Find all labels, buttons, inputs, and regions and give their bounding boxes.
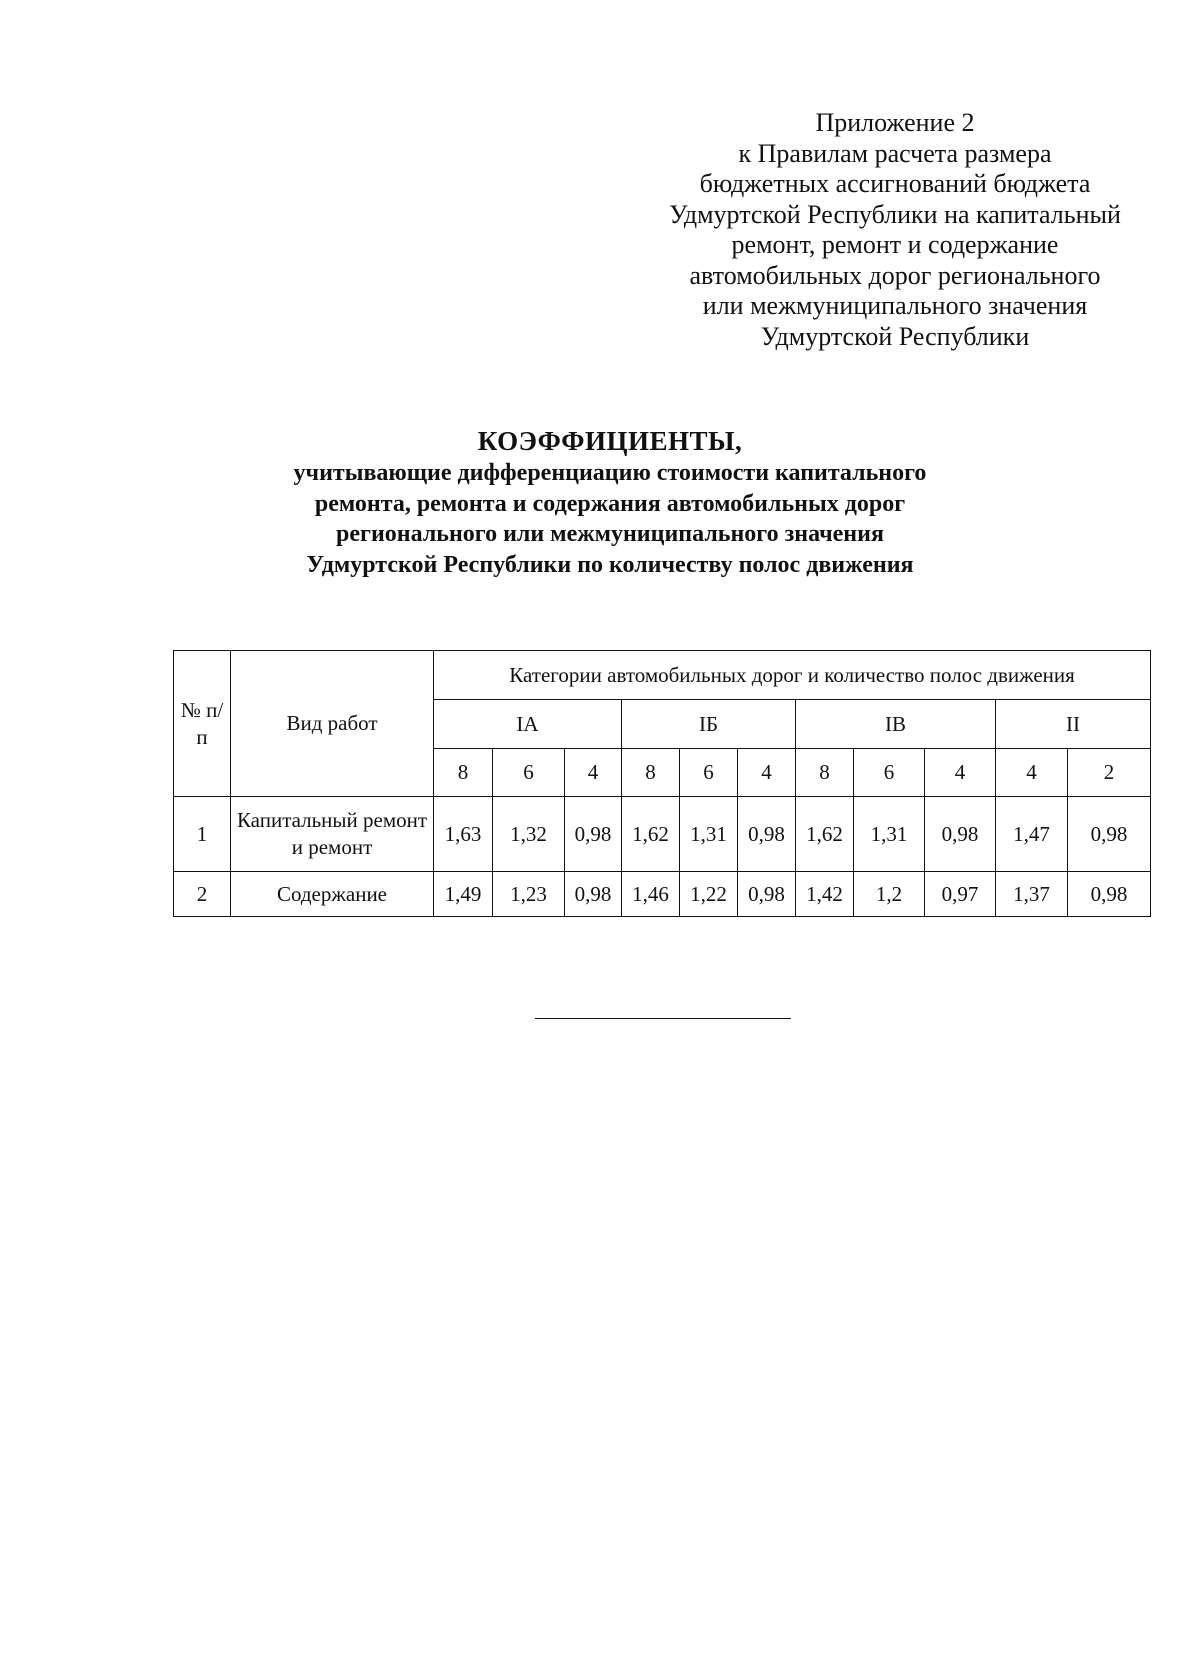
categories-header: Категории автомобильных дорог и количество полос движения bbox=[434, 651, 1151, 700]
title-main: КОЭФФИЦИЕНТЫ, bbox=[477, 426, 743, 456]
lanes-header: 4 bbox=[925, 749, 996, 797]
coef-cell: 0,98 bbox=[565, 797, 622, 872]
appendix-reference bbox=[640, 108, 1150, 352]
appendix-line: ремонт, ремонт и содержание bbox=[731, 230, 1059, 259]
coef-cell: 0,98 bbox=[738, 872, 796, 917]
lanes-header: 2 bbox=[1068, 749, 1151, 797]
appendix-line: к Правилам расчета размера bbox=[738, 138, 1052, 168]
table-row bbox=[174, 797, 1151, 872]
lanes-header: 4 bbox=[738, 749, 796, 797]
coef-cell: 0,98 bbox=[565, 872, 622, 917]
coef-cell: 1,37 bbox=[996, 872, 1068, 917]
lanes-header: 8 bbox=[796, 749, 854, 797]
coef-cell: 1,49 bbox=[434, 872, 493, 917]
col-work-header: Вид работ bbox=[231, 651, 434, 797]
group-header: IА bbox=[434, 700, 622, 749]
coef-cell: 1,47 bbox=[996, 797, 1068, 872]
subtitle-line: учитывающие дифференциацию стоимости капитального bbox=[293, 460, 927, 486]
appendix-line: Удмуртской Республики на капитальный bbox=[669, 199, 1121, 229]
group-header: IБ bbox=[622, 700, 796, 749]
coef-cell: 0,98 bbox=[1068, 797, 1151, 872]
group-header: IВ bbox=[796, 700, 996, 749]
lanes-header: 6 bbox=[493, 749, 565, 797]
coef-cell: 1,42 bbox=[796, 872, 854, 917]
coef-cell: 0,98 bbox=[738, 797, 796, 872]
coef-cell: 1,2 bbox=[854, 872, 925, 917]
lanes-header: 4 bbox=[996, 749, 1068, 797]
coefficients-table bbox=[173, 650, 1151, 917]
subtitle-line: ремонта, ремонта и содержания автомобильных дорог bbox=[314, 490, 906, 517]
appendix-line: бюджетных ассигнований бюджета bbox=[699, 169, 1091, 198]
appendix-line: Удмуртской Республики bbox=[760, 321, 1030, 351]
group-header: II bbox=[996, 700, 1151, 749]
lanes-header: 8 bbox=[434, 749, 493, 797]
row-num: 1 bbox=[174, 797, 231, 872]
col-num-header: № п/п bbox=[174, 651, 231, 797]
row-work-type: Содержание bbox=[231, 872, 434, 917]
row-num: 2 bbox=[174, 872, 231, 917]
coef-cell: 1,46 bbox=[622, 872, 680, 917]
coef-cell: 1,31 bbox=[854, 797, 925, 872]
lanes-header: 4 bbox=[565, 749, 622, 797]
subtitle-line: Удмуртской Республики по количеству полос движения bbox=[306, 551, 914, 578]
coef-cell: 1,32 bbox=[493, 797, 565, 872]
lanes-header: 6 bbox=[680, 749, 738, 797]
coef-cell: 1,22 bbox=[680, 872, 738, 917]
header-row-categories bbox=[174, 651, 1151, 700]
coef-cell: 1,62 bbox=[796, 797, 854, 872]
document-title bbox=[180, 424, 1040, 580]
coef-cell: 0,98 bbox=[925, 797, 996, 872]
appendix-line: Приложение 2 bbox=[815, 108, 975, 137]
coef-cell: 0,97 bbox=[925, 872, 996, 917]
appendix-line: или межмуниципального значения bbox=[702, 291, 1088, 320]
closing-rule-line bbox=[535, 1018, 791, 1019]
title-subtitle bbox=[180, 458, 1040, 580]
lanes-header: 8 bbox=[622, 749, 680, 797]
coef-cell: 1,31 bbox=[680, 797, 738, 872]
row-work-type: Капитальный ремонт и ремонт bbox=[231, 797, 434, 872]
coef-cell: 1,63 bbox=[434, 797, 493, 872]
coef-cell: 1,23 bbox=[493, 872, 565, 917]
appendix-line: автомобильных дорог регионального bbox=[689, 260, 1101, 290]
lanes-header: 6 bbox=[854, 749, 925, 797]
coef-cell: 0,98 bbox=[1068, 872, 1151, 917]
coef-cell: 1,62 bbox=[622, 797, 680, 872]
subtitle-line: регионального или межмуниципального значения bbox=[336, 521, 884, 547]
table-row bbox=[174, 872, 1151, 917]
